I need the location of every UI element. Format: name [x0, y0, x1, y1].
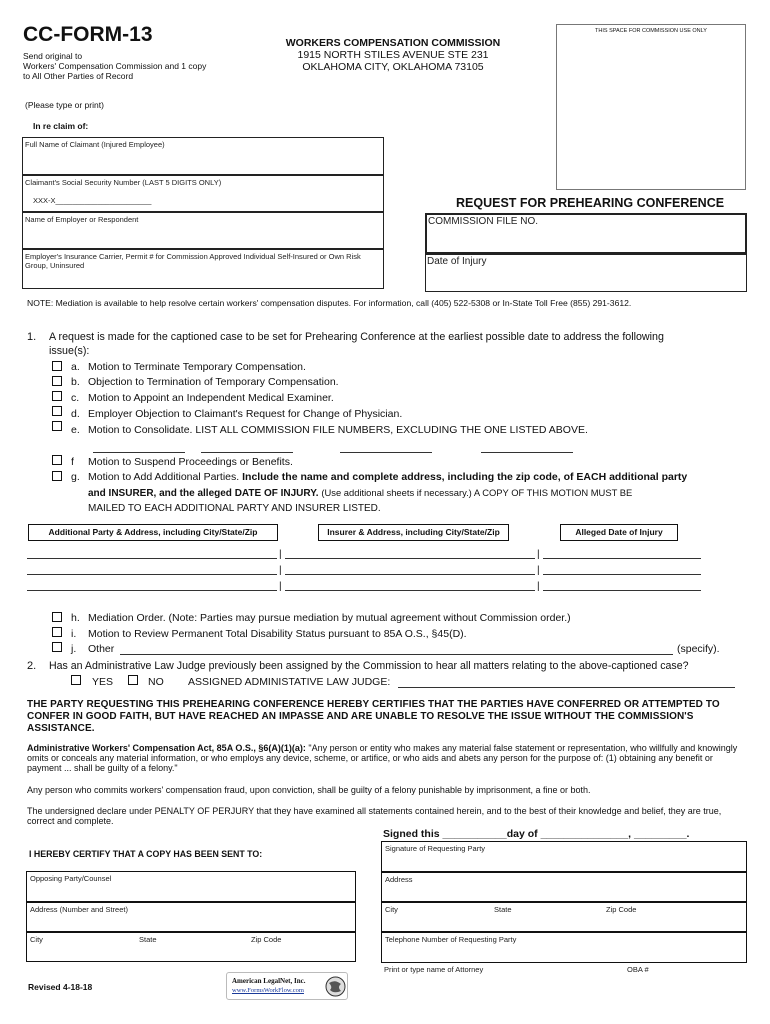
checkbox-item-b[interactable]: [52, 376, 62, 386]
item-g-bold: Include the name and complete address, including the zip code, of EACH additional party: [242, 471, 688, 483]
item-b-text: Objection to Termination of Temporary Compensation.: [88, 376, 339, 388]
injury-date-line-2[interactable]: [543, 574, 701, 575]
carrier-field[interactable]: Employer's Insurance Carrier, Permit # for Commission Approved Individual Self-Insured or Own Risk Group, Uninsured: [22, 249, 384, 289]
insurer-line-1[interactable]: [285, 558, 535, 559]
item-h-text: Mediation Order. (Note: Parties may pursue mediation by mutual agreement without Commission order.): [88, 612, 571, 624]
item-j-text: Other: [88, 643, 115, 655]
item-e-text: Motion to Consolidate. LIST ALL COMMISSION FILE NUMBERS, EXCLUDING THE ONE LISTED ABOVE.: [88, 424, 588, 436]
revised-date: Revised 4-18-18: [28, 982, 93, 992]
item-g-rest: (Use additional sheets if necessary.) A COPY OF THIS MOTION MUST BE: [321, 487, 633, 498]
checkbox-item-a[interactable]: [52, 361, 62, 371]
insurer-line-2[interactable]: [285, 574, 535, 575]
in-claim-of: In re claim of:: [33, 121, 89, 131]
yes-label: YES: [92, 676, 114, 688]
commission-file-no-field[interactable]: COMMISSION FILE NO.: [425, 213, 747, 254]
item-g-line2: [88, 487, 632, 499]
copy-sent-title: I HEREBY CERTIFY THAT A COPY HAS BEEN SENT TO:: [29, 849, 263, 859]
col-divider: |: [279, 581, 282, 592]
insurer-line-3[interactable]: [285, 590, 535, 591]
item-j-specify: (specify).: [677, 643, 720, 655]
checkbox-item-h[interactable]: [52, 612, 62, 622]
section-1-intro: A request is made for the captioned case to be set for Prehearing Conference at the earliest possible date to address the following: [49, 331, 664, 343]
col-divider: |: [537, 565, 540, 576]
consolidate-file-blank-3[interactable]: [340, 452, 432, 453]
other-specify-blank[interactable]: [120, 654, 673, 655]
item-i-letter: i.: [71, 628, 77, 640]
date-of-injury-field[interactable]: Date of Injury: [425, 254, 747, 292]
item-c-text: Motion to Appoint an Independent Medical Examiner.: [88, 392, 334, 404]
item-g-text: Motion to Add Additional Parties.: [88, 471, 240, 483]
alj-name-blank[interactable]: [398, 687, 735, 688]
opposing-city-state-zip-field[interactable]: City State Zip Code: [26, 932, 356, 962]
item-i-text: Motion to Review Permanent Total Disability Status pursuant to 85A O.S., §45(D).: [88, 628, 467, 640]
request-title: REQUEST FOR PREHEARING CONFERENCE: [456, 196, 725, 210]
act-text: [27, 743, 749, 773]
globe-icon: [325, 976, 346, 997]
perjury-text: The undersigned declare under PENALTY OF PERJURY that they have examined all statements contained herein, and to the best of their knowledge and belief, they are true, correct and complete.: [27, 806, 722, 826]
injury-date-line-3[interactable]: [543, 590, 701, 591]
item-a-letter: a.: [71, 361, 80, 373]
item-d-text: Employer Objection to Claimant's Request for Change of Physician.: [88, 408, 403, 420]
commission-use-box: THIS SPACE FOR COMMISSION USE ONLY: [556, 24, 746, 190]
item-c-letter: c.: [71, 392, 80, 404]
requesting-address-field[interactable]: Address: [381, 872, 747, 902]
claimant-ssn-field[interactable]: Claimant's Social Security Number (LAST 5 DIGITS ONLY) XXX-X_______________________: [22, 175, 384, 212]
table-header-date-of-injury: Alleged Date of Injury: [560, 524, 678, 541]
checkbox-item-f[interactable]: [52, 455, 62, 465]
claimant-name-field[interactable]: Full Name of Claimant (Injured Employee): [22, 137, 384, 175]
item-g-line1: [88, 471, 687, 483]
act-body: "Any person or entity who makes any material false statement or representation, who willfully and knowingly omits or conceals any material information, or who employs any device, scheme, or artifice, or who aids and abets any person for the purpose of: (1) obtaining any benefit or payment ... shall be guilty of a felony.": [27, 743, 738, 773]
consolidate-file-blank-1[interactable]: [93, 452, 185, 453]
item-j-letter: j.: [71, 643, 77, 655]
item-d-letter: d.: [71, 408, 80, 420]
fraud-text: Any person who commits workers' compensation fraud, upon conviction, shall be guilty of a felony punishable by imprisonment, a fine or both.: [27, 785, 591, 795]
item-f-text: Motion to Suspend Proceedings or Benefits.: [88, 456, 293, 468]
checkbox-item-g[interactable]: [52, 471, 62, 481]
col-divider: |: [537, 581, 540, 592]
act-heading: Administrative Workers' Compensation Act, 85A O.S., §6(A)(1)(a):: [27, 743, 306, 753]
vendor-url[interactable]: www.FormsWorkFlow.com: [232, 987, 304, 994]
item-b-letter: b.: [71, 376, 80, 388]
opposing-party-field[interactable]: Opposing Party/Counsel: [26, 871, 356, 902]
checkbox-no[interactable]: [128, 675, 138, 685]
form-id: CC-FORM-13: [23, 23, 153, 46]
party-line-1[interactable]: [27, 558, 277, 559]
col-divider: |: [537, 549, 540, 560]
checkbox-item-j[interactable]: [52, 642, 62, 652]
party-line-2[interactable]: [27, 574, 277, 575]
checkbox-item-c[interactable]: [52, 391, 62, 401]
table-header-additional-party: Additional Party & Address, including City/State/Zip: [28, 524, 278, 541]
mediation-note: NOTE: Mediation is available to help resolve certain workers' compensation disputes. For information, call (405) 522-5308 or In-State Toll Free (855) 291-3612.: [27, 298, 632, 308]
employer-field[interactable]: Name of Employer or Respondent: [22, 212, 384, 249]
section-2-question: Has an Administrative Law Judge previously been assigned by the Commission to hear all matters relating to the above-captioned case?: [49, 660, 689, 672]
alj-label: ASSIGNED ADMINISTATIVE LAW JUDGE:: [188, 676, 391, 688]
section-1-intro-cont: issue(s):: [49, 345, 90, 357]
checkbox-item-e[interactable]: [52, 421, 62, 431]
section-1-number: 1.: [27, 331, 37, 343]
section-2-number: 2.: [27, 660, 37, 672]
item-h-letter: h.: [71, 612, 80, 624]
item-f-letter: f: [71, 456, 74, 468]
col-divider: |: [279, 565, 282, 576]
table-header-insurer: Insurer & Address, including City/State/Zip: [318, 524, 509, 541]
checkbox-item-d[interactable]: [52, 406, 62, 416]
signature-requesting-party-field[interactable]: Signature of Requesting Party: [381, 841, 747, 872]
no-label: NO: [148, 676, 164, 688]
consolidate-file-blank-4[interactable]: [481, 452, 573, 453]
please-type: (Please type or print): [25, 100, 104, 110]
item-g-letter: g.: [71, 471, 80, 483]
checkbox-yes[interactable]: [71, 675, 81, 685]
checkbox-item-i[interactable]: [52, 627, 62, 637]
col-divider: |: [279, 549, 282, 560]
vendor-logo: [226, 972, 348, 1000]
vendor-name: American LegalNet, Inc.: [232, 977, 306, 985]
requesting-phone-field[interactable]: Telephone Number of Requesting Party: [381, 932, 747, 963]
certification-text: THE PARTY REQUESTING THIS PREHEARING CONFERENCE HEREBY CERTIFIES THAT THE PARTIES HAVE CONFERRED OR ATTEMPTED TO CONFER IN GOOD FAITH, BUT HAVE REACHED AN IMPASSE AND ARE UNABLE TO RESOLVE THE ISSUE WITHOUT THE COMMISSION'S ASSISTANCE.: [27, 699, 720, 734]
item-g-bold2: and INSURER, and the alleged DATE OF INJURY.: [88, 488, 319, 499]
signed-line: Signed this ___________day of _______________, _________.: [383, 828, 690, 840]
item-a-text: Motion to Terminate Temporary Compensation.: [88, 361, 306, 373]
item-g-line3: MAILED TO EACH ADDITIONAL PARTY AND INSURER LISTED.: [88, 503, 381, 514]
requesting-city-state-zip-field[interactable]: City State Zip Code: [381, 902, 747, 932]
item-e-letter: e.: [71, 424, 80, 436]
commission-address: WORKERS COMPENSATION COMMISSION 1915 NORTH STILES AVENUE STE 231 OKLAHOMA CITY, OKLAHOMA 73105: [285, 37, 501, 73]
consolidate-file-blank-2[interactable]: [201, 452, 293, 453]
injury-date-line-1[interactable]: [543, 558, 701, 559]
opposing-address-field[interactable]: Address (Number and Street): [26, 902, 356, 932]
party-line-3[interactable]: [27, 590, 277, 591]
send-instructions: Send original to Workers' Compensation Commission and 1 copy to All Other Parties of Record: [23, 51, 207, 81]
